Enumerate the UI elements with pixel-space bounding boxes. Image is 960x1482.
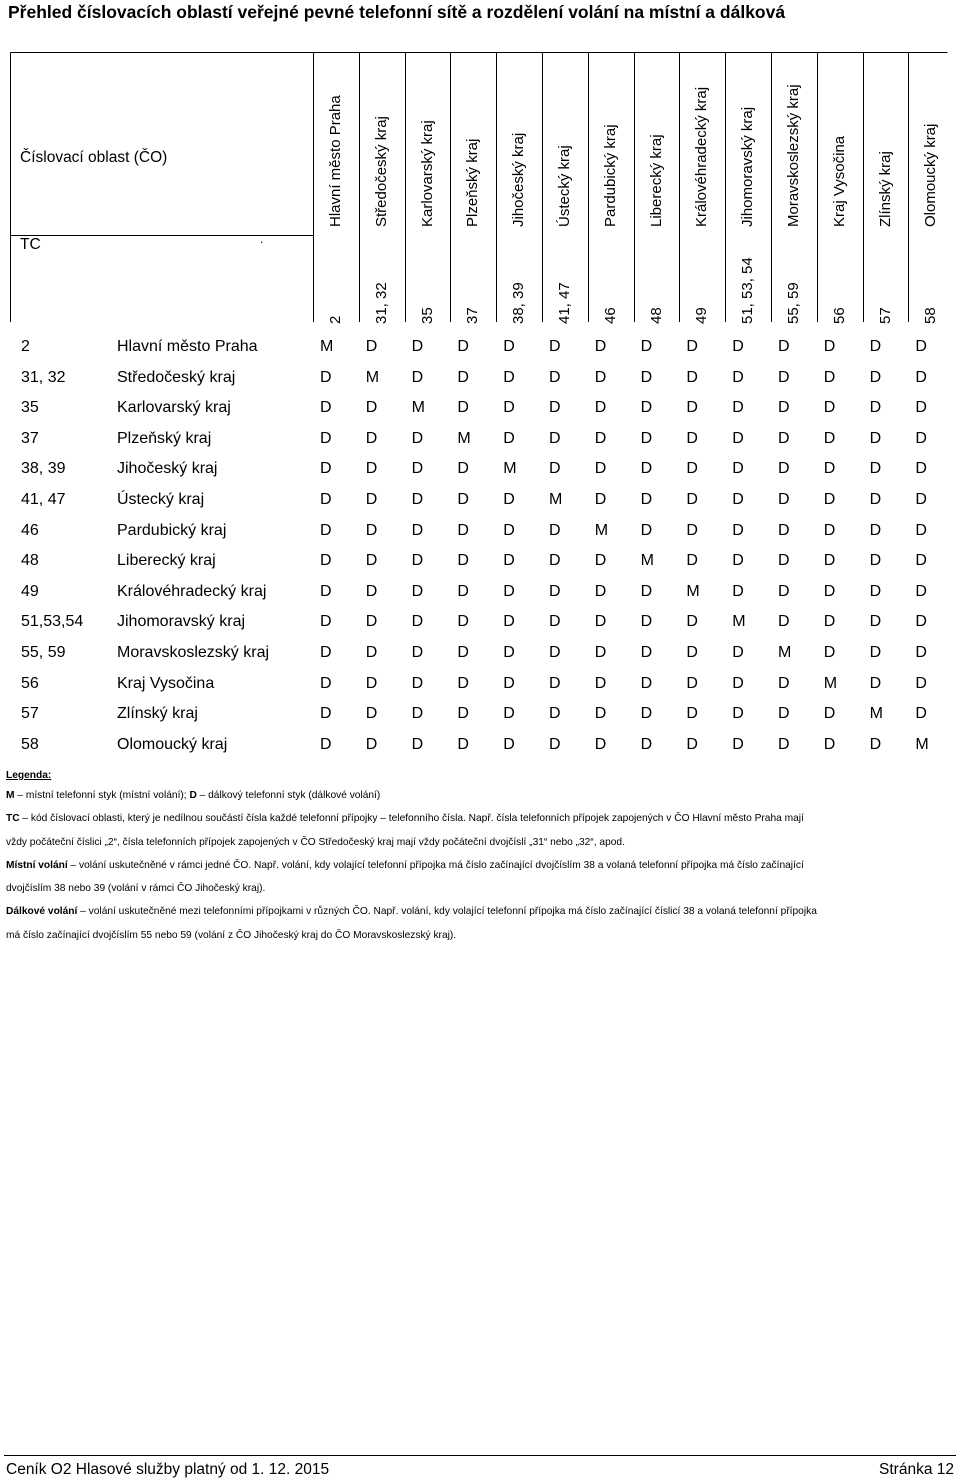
column-header-name: Plzeňský kraj [464, 138, 482, 227]
numbering-area-table [10, 52, 948, 764]
cell-value: D [320, 674, 332, 692]
cell-value: D [320, 460, 332, 478]
cell-value: M [320, 338, 334, 355]
cell-value: D [549, 521, 561, 539]
row-name: Zlínský kraj [117, 705, 198, 723]
cell-value: D [732, 368, 744, 386]
cell-value: D [686, 705, 698, 723]
legend-title: Legenda: [6, 770, 52, 781]
table-row [10, 485, 948, 515]
column-header-code: 48 [647, 307, 665, 324]
table-row [10, 424, 948, 454]
cell-value: D [594, 552, 607, 570]
row-code: 48 [21, 552, 39, 570]
row-name: Liberecký kraj [117, 552, 216, 570]
cell-value: D [869, 552, 882, 570]
cell-value: D [778, 338, 790, 355]
legend-long-key: Dálkové volání [6, 906, 78, 918]
cell-value: D [320, 552, 332, 570]
cell-value: D [594, 674, 607, 692]
row-code: 55, 59 [21, 644, 66, 661]
column-header-code: 55, 59 [785, 282, 802, 324]
cell-value: D [778, 582, 790, 600]
legend-tc-line [6, 807, 956, 830]
cell-value: D [686, 735, 698, 753]
cell-value: D [549, 460, 561, 478]
cell-value: D [594, 644, 607, 661]
column-header-code: 41, 47 [556, 282, 573, 324]
row-name: Hlavní město Praha [117, 338, 258, 355]
cell-value: D [365, 644, 378, 661]
cell-value: D [686, 613, 698, 631]
row-code: 51,53,54 [21, 613, 84, 631]
cell-value: D [778, 399, 790, 417]
cell-value: M [732, 613, 746, 631]
cell-value: D [320, 399, 332, 417]
cell-value: D [503, 735, 515, 753]
table-row [10, 454, 948, 484]
cell-value: D [320, 429, 332, 447]
cell-value: D [869, 644, 882, 661]
cell-value: D [365, 491, 378, 508]
cell-value: M [549, 491, 563, 508]
cell-value: D [365, 429, 378, 447]
column-header-code: 57 [876, 307, 894, 324]
cell-value: D [686, 674, 698, 692]
cell-value: M [365, 368, 380, 386]
row-code: 35 [21, 399, 39, 417]
cell-value: D [778, 460, 790, 478]
cell-value: D [411, 521, 424, 539]
cell-value: D [411, 705, 424, 723]
cell-value: D [778, 705, 790, 723]
column-header-code: 46 [601, 307, 619, 324]
cell-value: D [915, 399, 927, 417]
legend-long-text: – volání uskutečněné mezi telefonními přípojkami v různých ČO. Např. volání, kdy volající telefonní přípojka má číslo začínající číslicí 38 a volaná telefonní přípojka [77, 906, 817, 918]
cell-value: D [640, 582, 653, 600]
row-code: 46 [21, 521, 39, 539]
column-header-name: Středočeský kraj [372, 116, 390, 227]
cell-value: D [823, 582, 836, 600]
cell-value: D [549, 644, 561, 661]
cell-value: D [686, 429, 698, 447]
cell-value: D [594, 429, 607, 447]
cell-value: D [640, 399, 653, 417]
cell-value: D [411, 644, 424, 661]
cell-value: D [869, 521, 882, 539]
cell-value: D [594, 705, 607, 723]
cell-value: D [365, 674, 378, 692]
cell-value: M [503, 460, 517, 478]
column-header-name: Olomoucký kraj [922, 123, 940, 227]
cell-value: D [365, 552, 378, 570]
row-code: 37 [21, 429, 39, 447]
column-header-code: 56 [830, 307, 848, 324]
legend-tc-line2: vždy počáteční číslici „2“, čísla telefonních přípojek zapojených v ČO Středočeský kraj mají vždy počáteční dvojčíslí „31“ nebo „32“, apod. [6, 836, 625, 848]
cell-value: D [915, 644, 927, 661]
cell-value: D [778, 491, 790, 508]
column-header-name: Moravskoslezský kraj [785, 84, 802, 227]
cell-value: D [869, 429, 882, 447]
cell-value: D [365, 705, 378, 723]
row-name: Středočeský kraj [117, 368, 236, 386]
cell-value: D [778, 368, 790, 386]
cell-value: D [732, 705, 744, 723]
cell-value: D [778, 674, 790, 692]
cell-value: D [549, 338, 561, 355]
column-header-name: Liberecký kraj [647, 134, 665, 227]
cell-value: D [915, 460, 927, 478]
cell-value: D [823, 644, 836, 661]
cell-value: D [732, 429, 744, 447]
cell-value: D [640, 429, 653, 447]
cell-value: D [503, 582, 515, 600]
row-code: 56 [21, 674, 39, 692]
cell-value: D [640, 705, 653, 723]
row-name: Královéhradecký kraj [117, 582, 267, 600]
column-header-code: 51, 53, 54 [739, 257, 757, 324]
cell-value: D [503, 552, 515, 570]
column-header-name: Hlavní město Praha [327, 95, 344, 227]
cell-value: M [778, 644, 792, 661]
cell-value: D [869, 613, 882, 631]
cell-value: D [320, 705, 332, 723]
cell-value: D [549, 613, 561, 631]
cell-value: D [823, 429, 836, 447]
cell-value: D [503, 338, 515, 355]
cell-value: D [457, 735, 469, 753]
cell-value: D [411, 552, 424, 570]
cell-value: D [549, 674, 561, 692]
column-header-name: Jihočeský kraj [510, 132, 528, 227]
legend-long-line [6, 900, 956, 923]
column-header-name: Zlínský kraj [876, 151, 894, 227]
column-header-name: Ústecký kraj [556, 145, 573, 227]
cell-value: D [594, 460, 607, 478]
row-code: 57 [21, 705, 39, 723]
cell-value: D [594, 582, 607, 600]
cell-value: D [686, 552, 698, 570]
cell-value: D [365, 613, 378, 631]
cell-value: D [411, 674, 424, 692]
column-header-name: Jihomoravský kraj [739, 106, 757, 227]
column-header-name: Královéhradecký kraj [693, 86, 711, 227]
cell-value: D [732, 552, 744, 570]
legend-md-line [6, 784, 956, 807]
cell-value: D [915, 674, 927, 692]
cell-value: D [411, 429, 424, 447]
cell-value: D [640, 338, 653, 355]
cell-value: D [915, 338, 927, 355]
column-header-name: Pardubický kraj [601, 124, 619, 227]
table-row [10, 669, 948, 699]
cell-value: D [732, 644, 744, 661]
cell-value: D [823, 613, 836, 631]
cell-value: D [457, 613, 469, 631]
cell-value: D [640, 368, 653, 386]
cell-value: D [549, 399, 561, 417]
cell-value: D [686, 460, 698, 478]
cell-value: D [365, 521, 378, 539]
cell-value: D [732, 338, 744, 355]
row-code: 38, 39 [21, 460, 66, 478]
cell-value: D [869, 582, 882, 600]
cell-value: D [915, 705, 927, 723]
cell-value: D [778, 429, 790, 447]
cell-value: D [320, 521, 332, 539]
cell-value: D [732, 521, 744, 539]
column-header-code: 38, 39 [510, 282, 528, 324]
cell-value: D [640, 521, 653, 539]
legend-m-text: – místní telefonní styk (místní volání); [14, 790, 190, 801]
cell-value: D [778, 521, 790, 539]
legend-tc-key: TC [6, 813, 20, 825]
row-name: Kraj Vysočina [117, 674, 215, 692]
cell-value: D [869, 338, 882, 355]
cell-value: D [778, 552, 790, 570]
co-header-label: Číslovací oblast (ČO) [20, 149, 168, 166]
table-row [10, 516, 948, 546]
cell-value: D [594, 735, 607, 753]
column-header-code: 2 [327, 315, 344, 324]
row-code: 49 [21, 582, 39, 600]
legend-local-line2: dvojčíslím 38 nebo 39 (volání v rámci ČO Jihočeský kraj). [6, 883, 266, 895]
legend [6, 770, 956, 947]
cell-value: D [411, 613, 424, 631]
page-number: Stránka 12 [879, 1461, 954, 1478]
cell-value: M [594, 521, 609, 539]
cell-value: M [457, 429, 471, 447]
cell-value: D [869, 674, 882, 692]
cell-value: D [778, 613, 790, 631]
cell-value: D [503, 705, 515, 723]
cell-value: D [869, 491, 882, 508]
cell-value: D [823, 338, 836, 355]
cell-value: D [778, 735, 790, 753]
column-header-code: 31, 32 [372, 282, 390, 324]
cell-value: D [869, 399, 882, 417]
cell-value: M [411, 399, 425, 417]
table-row [10, 577, 948, 607]
tc-header-label: TC [20, 236, 41, 253]
column-header-code: 49 [693, 307, 711, 324]
page-title: Přehled číslovacích oblastí veřejné pevné telefonní sítě a rozdělení volání na místní a dálková [8, 2, 786, 22]
row-name: Plzeňský kraj [117, 429, 212, 447]
cell-value: D [823, 491, 836, 508]
cell-value: D [594, 613, 607, 631]
table-row [10, 730, 948, 760]
table-row [10, 638, 948, 668]
cell-value: D [823, 460, 836, 478]
cell-value: D [457, 674, 469, 692]
cell-value: D [411, 460, 424, 478]
legend-d-key: D [189, 790, 197, 801]
column-header-code: 58 [922, 307, 940, 324]
cell-value: D [732, 491, 744, 508]
cell-value: D [686, 644, 698, 661]
table-row [10, 332, 948, 362]
cell-value: D [915, 521, 927, 539]
row-code: 31, 32 [21, 368, 66, 386]
row-code: 2 [21, 338, 30, 355]
cell-value: D [365, 582, 378, 600]
cell-value: D [457, 644, 469, 661]
cell-value: D [320, 368, 332, 386]
row-name: Jihomoravský kraj [117, 613, 246, 631]
cell-value: D [640, 613, 653, 631]
legend-long-line2: má číslo začínající dvojčíslím 55 nebo 59 (volání z ČO Jihočeský kraj do ČO Moravskoslezský kraj). [6, 929, 457, 941]
cell-value: D [320, 491, 332, 508]
cell-value: M [640, 552, 654, 570]
cell-value: D [732, 674, 744, 692]
legend-local-line [6, 854, 956, 877]
cell-value: D [457, 368, 469, 386]
cell-value: D [365, 399, 378, 417]
column-header-code: 37 [464, 307, 482, 324]
cell-value: D [457, 552, 469, 570]
cell-value: D [549, 368, 561, 386]
cell-value: D [549, 429, 561, 447]
cell-value: D [823, 735, 836, 753]
cell-value: D [640, 644, 653, 661]
legend-tc-text: – kód číslovací oblasti, který je nedílnou součástí čísla každé telefonní přípojky – telefonního čísla. Např. čísla telefonních přípojek zapojených v ČO Hlavní město Praha mají [19, 813, 804, 825]
cell-value: D [869, 735, 882, 753]
legend-local-key: Místní volání [6, 859, 68, 871]
cell-value: D [915, 552, 927, 570]
cell-value: M [823, 674, 838, 692]
row-name: Jihočeský kraj [117, 460, 218, 478]
cell-value: D [320, 613, 332, 631]
cell-value: D [732, 460, 744, 478]
cell-value: D [640, 460, 653, 478]
cell-value: M [869, 705, 883, 723]
table-row [10, 699, 948, 729]
row-code: 41, 47 [21, 491, 66, 508]
cell-value: D [457, 338, 469, 355]
header-dot: . [260, 232, 264, 246]
cell-value: D [549, 735, 561, 753]
cell-value: D [594, 338, 607, 355]
cell-value: D [869, 460, 882, 478]
row-name: Pardubický kraj [117, 521, 227, 539]
cell-value: D [320, 582, 332, 600]
cell-value: D [549, 552, 561, 570]
row-name: Ústecký kraj [117, 491, 205, 508]
cell-value: D [320, 644, 332, 661]
table-row [10, 393, 948, 423]
cell-value: M [915, 735, 929, 753]
cell-value: D [823, 705, 836, 723]
column-header-name: Karlovarský kraj [418, 120, 436, 227]
cell-value: D [503, 429, 515, 447]
cell-value: D [732, 399, 744, 417]
cell-value: D [457, 491, 469, 508]
cell-value: D [503, 368, 515, 386]
cell-value: D [549, 705, 561, 723]
cell-value: D [503, 491, 515, 508]
cell-value: D [823, 552, 836, 570]
cell-value: D [823, 399, 836, 417]
cell-value: D [549, 582, 561, 600]
cell-value: D [640, 735, 653, 753]
cell-value: D [915, 582, 927, 600]
cell-value: D [869, 368, 882, 386]
cell-value: D [594, 491, 607, 508]
cell-value: D [686, 399, 698, 417]
cell-value: D [686, 521, 698, 539]
cell-value: D [915, 491, 927, 508]
cell-value: D [457, 521, 469, 539]
cell-value: D [503, 613, 515, 631]
cell-value: D [411, 338, 424, 355]
cell-value: D [823, 521, 836, 539]
cell-value: D [457, 399, 469, 417]
cell-value: D [457, 460, 469, 478]
cell-value: D [411, 491, 424, 508]
cell-value: D [365, 460, 378, 478]
cell-value: D [732, 582, 744, 600]
cell-value: D [503, 644, 515, 661]
footer-rule [4, 1455, 956, 1456]
cell-value: D [594, 368, 607, 386]
cell-value: D [686, 491, 698, 508]
cell-value: D [365, 735, 378, 753]
cell-value: D [503, 399, 515, 417]
legend-d-text: – dálkový telefonní styk (dálkové volání) [196, 790, 381, 801]
legend-m-key: M [6, 790, 15, 801]
cell-value: D [686, 338, 698, 355]
column-header-code: 35 [418, 307, 436, 324]
table-row [10, 546, 948, 576]
cell-value: D [411, 735, 424, 753]
cell-value: D [503, 521, 515, 539]
cell-value: D [365, 338, 378, 355]
cell-value: M [686, 582, 700, 600]
table-row [10, 363, 948, 393]
row-name: Olomoucký kraj [117, 735, 228, 753]
cell-value: D [457, 582, 469, 600]
row-code: 58 [21, 735, 39, 753]
cell-value: D [823, 368, 836, 386]
footer-left-text: Ceník O2 Hlasové služby platný od 1. 12. 2015 [6, 1461, 330, 1478]
cell-value: D [915, 429, 927, 447]
cell-value: D [411, 368, 424, 386]
cell-value: D [411, 582, 424, 600]
row-name: Karlovarský kraj [117, 399, 231, 417]
cell-value: D [732, 735, 744, 753]
cell-value: D [640, 491, 653, 508]
cell-value: D [320, 735, 332, 753]
cell-value: D [915, 368, 927, 386]
cell-value: D [457, 705, 469, 723]
cell-value: D [594, 399, 607, 417]
table-row [10, 607, 948, 637]
column-header-name: Kraj Vysočina [830, 135, 848, 227]
row-name: Moravskoslezský kraj [117, 644, 270, 661]
cell-value: D [686, 368, 698, 386]
cell-value: D [640, 674, 653, 692]
cell-value: D [915, 613, 927, 631]
cell-value: D [503, 674, 515, 692]
legend-local-text: – volání uskutečněné v rámci jedné ČO. Např. volání, kdy volající telefonní přípojka má číslo začínající dvojčíslím 38 a volaná telefonní přípojka má číslo začínající [67, 859, 804, 871]
